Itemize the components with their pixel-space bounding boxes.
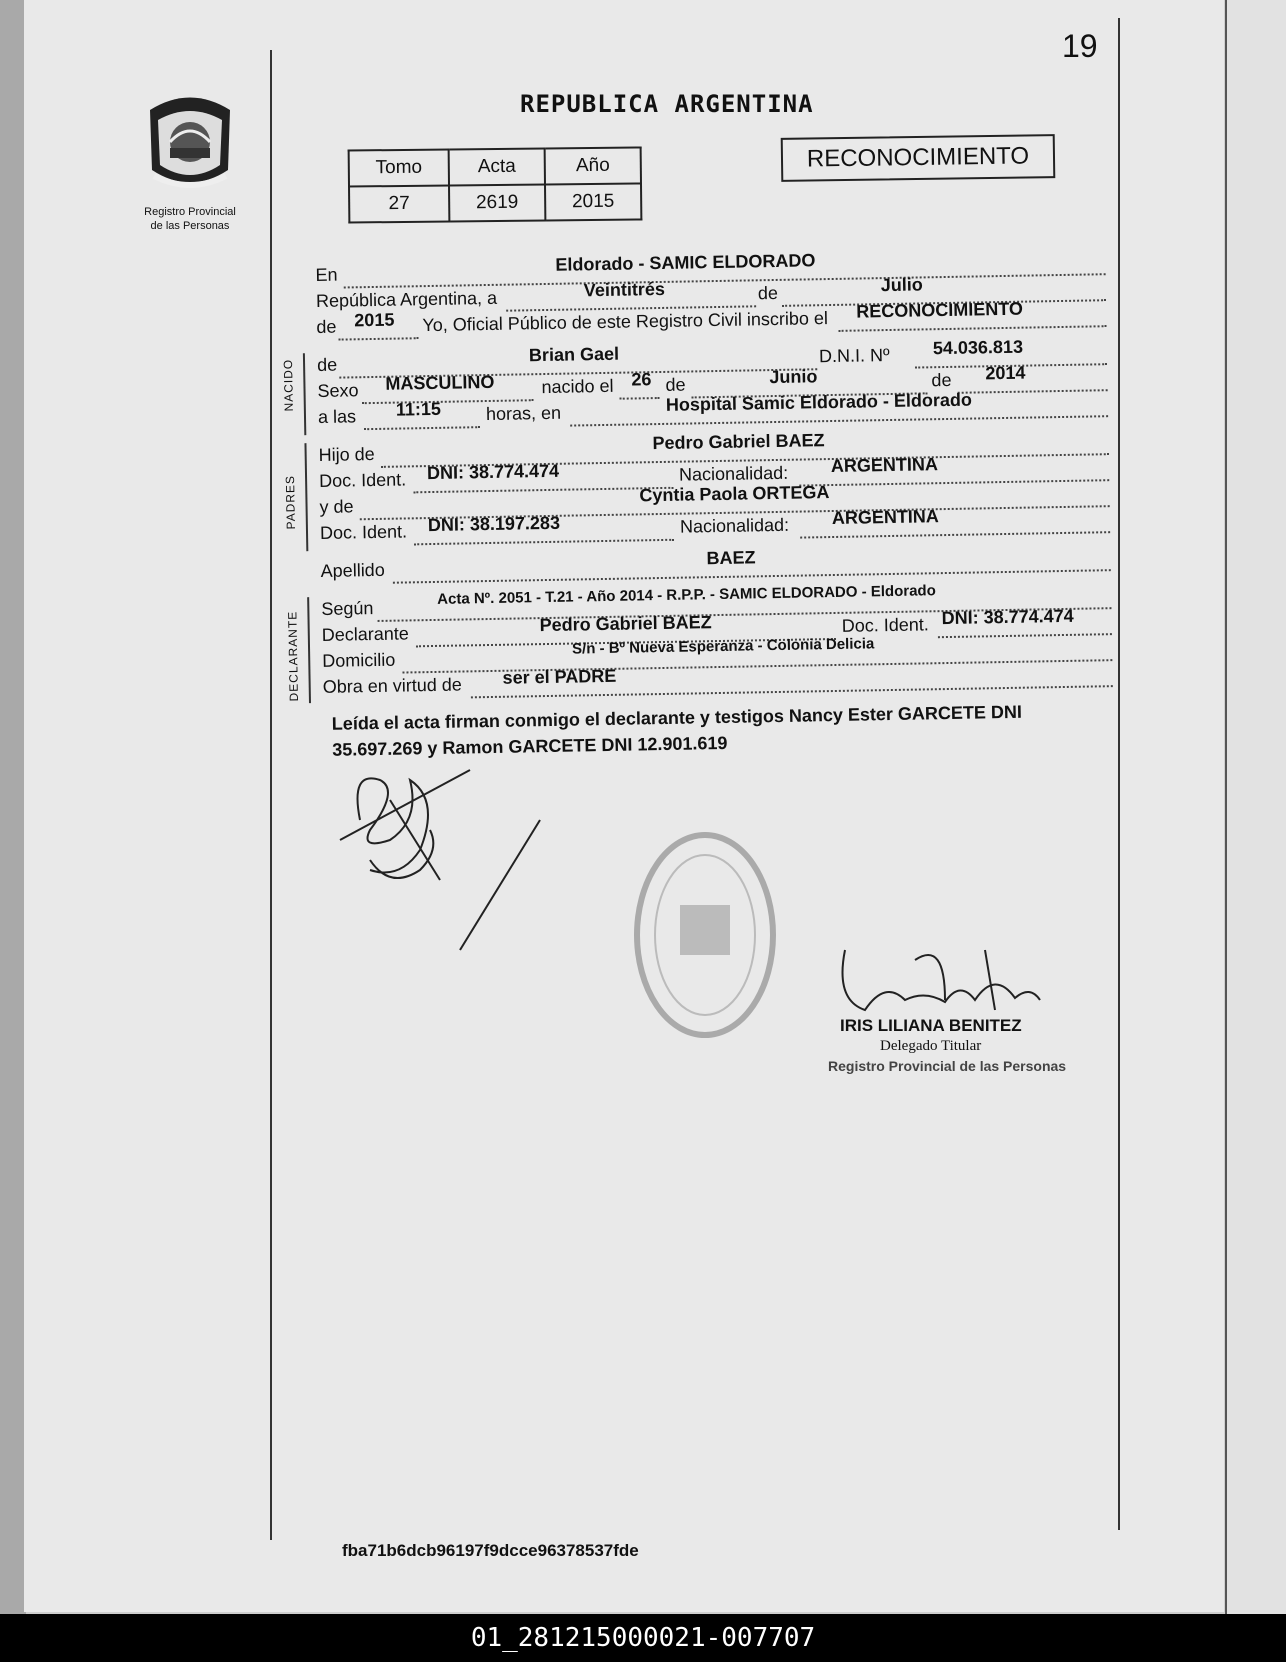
row-republica: República Argentina, a Veintitrés de Julio	[316, 277, 1106, 317]
obra-value: ser el PADRE	[502, 665, 617, 688]
document-page	[24, 0, 1224, 1612]
row-obra: Obra en virtud de ser el PADRE	[323, 663, 1113, 703]
birth-day: 26	[631, 369, 652, 390]
child-name: Brian Gael	[528, 343, 620, 366]
row-y-de: y de Cyntia Paola ORTEGA	[319, 483, 1109, 523]
value-anio: 2015	[545, 183, 641, 220]
document-hash: fba71b6dcb96197f9dcce96378537fde	[342, 1541, 639, 1560]
year-value: 2015	[354, 309, 395, 331]
declarant-signature-icon	[330, 760, 550, 960]
father-doc: DNI: 38.774.474	[426, 460, 560, 484]
row-declarante: Declarante Pedro Gabriel BAEZ Doc. Ident. DNI: 38.774.474	[322, 611, 1112, 651]
header-anio: Año	[545, 147, 641, 184]
official-name: IRIS LILIANA BENITEZ	[840, 1016, 1022, 1035]
day-value: Veintitrés	[583, 278, 666, 301]
declarante-value: Pedro Gabriel BAEZ	[539, 612, 712, 636]
page-number: 19	[1062, 28, 1098, 64]
document-title: REPUBLICA ARGENTINA	[520, 90, 814, 118]
mother-nationality: ARGENTINA	[831, 506, 940, 529]
row-nacido-sexo: Sexo MASCULINO nacido el 26 de Junio de 2014	[317, 367, 1107, 407]
row-nacido-hora: a las 11:15 horas, en Hospital Samic Eldorado - Eldorado	[318, 393, 1108, 433]
place-value: Eldorado - SAMIC ELDORADO	[555, 250, 816, 275]
row-domicilio: Domicilio S/n - Bº Nueva Esperanza - Colonia Delicia	[322, 637, 1112, 677]
row-nacido-name: de Brian Gael D.N.I. Nº 54.036.813	[317, 341, 1107, 381]
row-hijo-de: Hijo de Pedro Gabriel BAEZ	[318, 431, 1108, 471]
father-name: Pedro Gabriel BAEZ	[652, 430, 825, 454]
value-acta: 2619	[449, 184, 545, 221]
official-stamp-icon	[630, 825, 780, 1055]
scan-right-edge	[1225, 0, 1286, 1614]
row-father-doc: Doc. Ident. DNI: 38.774.474 Nacionalidad: ARGENTINA	[319, 457, 1109, 497]
mother-doc: DNI: 38.197.283	[427, 512, 561, 536]
registry-label: Registro Provincial de las Personas	[144, 206, 236, 232]
header-acta: Acta	[449, 148, 545, 185]
official-org: Registro Provincial de las Personas	[828, 1058, 1067, 1074]
birth-time: 11:15	[395, 398, 442, 420]
row-apellido: Apellido BAEZ	[321, 547, 1111, 587]
scan-left-edge	[0, 0, 26, 1614]
father-nationality: ARGENTINA	[830, 454, 939, 477]
inscribo-value: RECONOCIMIENTO	[856, 298, 1024, 322]
official-title: Delegado Titular	[880, 1038, 982, 1054]
official-signature-icon	[835, 940, 1045, 1020]
section-padres: PADRES	[283, 474, 298, 530]
left-margin-line	[270, 50, 272, 1540]
segun-value: Acta Nº. 2051 - T.21 - Año 2014 - R.P.P. - SAMIC ELDORADO - Eldorado	[437, 582, 936, 608]
value-tomo: 27	[349, 185, 449, 222]
file-id-bar	[0, 1614, 1286, 1662]
right-margin-line	[1118, 18, 1120, 1530]
section-declarante: DECLARANTE	[285, 610, 301, 702]
birth-month: Junio	[769, 366, 818, 388]
record-type-box: RECONOCIMIENTO	[781, 134, 1056, 182]
row-segun: Según Acta Nº. 2051 - T.21 - Año 2014 - R.P.P. - SAMIC ELDORADO - Eldorado	[321, 585, 1111, 625]
sex-value: MASCULINO	[385, 371, 495, 394]
mother-name: Cyntia Paola ORTEGA	[639, 482, 830, 506]
child-dni: 54.036.813	[932, 336, 1024, 359]
section-nacido: NACIDO	[280, 358, 296, 412]
file-id: 01_281215000021-007707	[470, 1623, 816, 1653]
row-en: En Eldorado - SAMIC ELDORADO	[315, 251, 1105, 291]
declarante-doc: DNI: 38.774.474	[941, 605, 1074, 629]
header-tomo: Tomo	[349, 149, 449, 186]
record-table	[348, 146, 643, 223]
month-value: Julio	[880, 274, 923, 296]
row-mother-doc: Doc. Ident. DNI: 38.197.283 Nacionalidad: ARGENTINA	[320, 509, 1110, 549]
surname-value: BAEZ	[706, 547, 756, 569]
closing-statement: Leída el acta firman conmigo el declarante y testigos Nancy Ester GARCETE DNI 35.697.269 y Ramon GARCETE DNI 12.901.619	[331, 701, 1023, 760]
birth-year: 2014	[985, 362, 1026, 384]
birth-place: Hospital Samic Eldorado - Eldorado	[665, 389, 973, 415]
misiones-province-seal-icon	[140, 90, 240, 200]
domicilio-value: S/n - Bº Nueva Esperanza - Colonia Delicia	[571, 635, 875, 658]
row-oficial: de 2015 Yo, Oficial Público de este Registro Civil inscribo el RECONOCIMIENTO	[316, 303, 1106, 343]
